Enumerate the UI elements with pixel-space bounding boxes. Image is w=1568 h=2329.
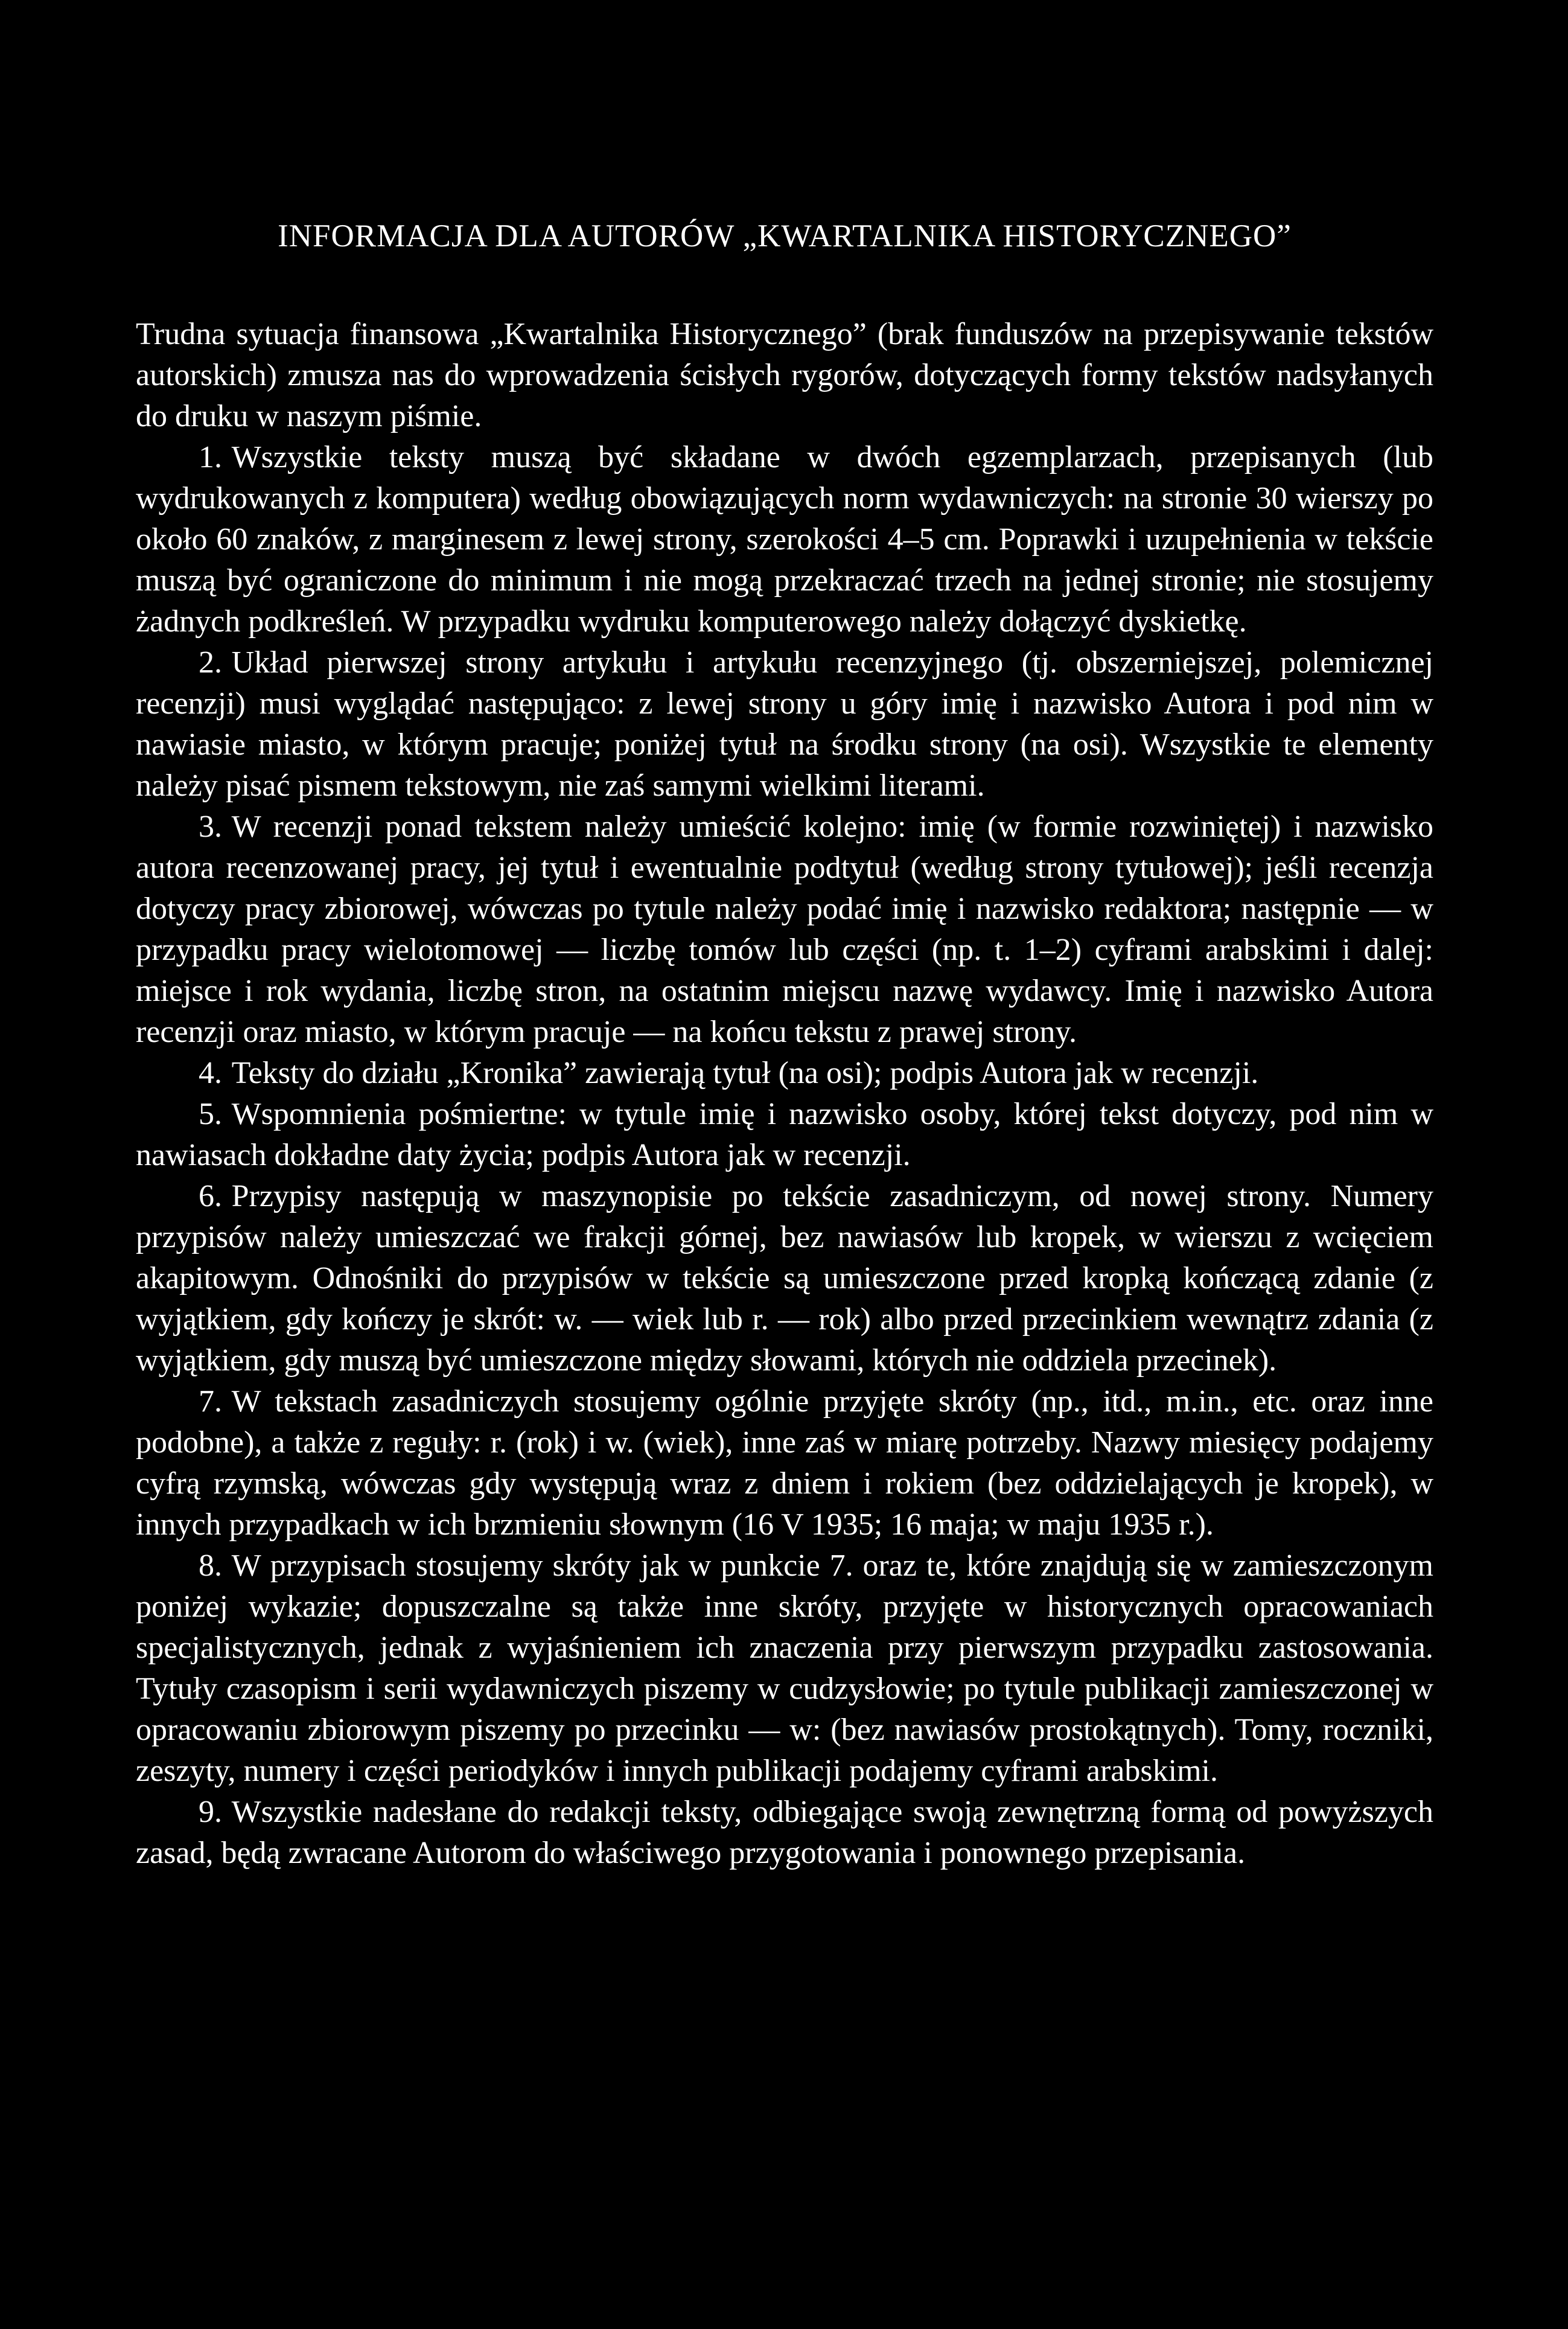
document-title: INFORMACJA DLA AUTORÓW „KWARTALNIKA HISTORYCZNEGO” [278, 219, 1292, 254]
rule-text: Wszystkie nadesłane do redakcji teksty, odbiegające swoją zewnętrzną formą od powyższych zasad, będą zwracane Autorom do właściwego przygotowania i ponownego przepisania. [136, 1794, 1433, 1870]
rule-number: 3. [199, 809, 222, 844]
rule-text: Teksty do działu „Kronika” zawierają tytuł (na osi); podpis Autora jak w recenzji. [231, 1055, 1259, 1090]
rule-number: 6. [199, 1178, 222, 1213]
rule-text: Wspomnienia pośmiertne: w tytule imię i nazwisko osoby, której tekst dotyczy, pod nim w nawiasach dokładne daty życia; podpis Autora jak w recenzji. [136, 1096, 1433, 1172]
rule-item-1 [136, 437, 1433, 642]
rule-number: 5. [199, 1096, 222, 1131]
rule-item-5 [136, 1094, 1433, 1176]
intro-paragraph: Trudna sytuacja finansowa „Kwartalnika Historycznego” (brak funduszów na przepisywanie tekstów autorskich) zmusza nas do wprowadzenia ścisłych rygorów, dotyczących formy tekstów nadsyłanych do druku w naszym piśmie. [136, 316, 1433, 433]
rule-item-4 [136, 1053, 1433, 1094]
rule-number: 2. [199, 645, 222, 680]
rule-item-7 [136, 1381, 1433, 1545]
document-page [136, 217, 1433, 1874]
rule-text: W tekstach zasadniczych stosujemy ogólnie przyjęte skróty (np., itd., m.in., etc. oraz inne podobne), a także z reguły: r. (rok) i w. (wiek), inne zaś w miarę potrzeby. Nazwy miesięcy podajemy cyfrą rzymską, wówczas gdy występują wraz z dniem i rokiem (bez oddzielających je kropek), w innych przypadkach w ich brzmieniu słownym (16 V 1935; 16 maja; w maju 1935 r.). [136, 1384, 1433, 1542]
rule-number: 1. [199, 439, 222, 474]
rule-number: 4. [199, 1055, 222, 1090]
rule-item-2 [136, 642, 1433, 807]
rule-text: Przypisy następują w maszynopisie po tekście zasadniczym, od nowej strony. Numery przypisów należy umieszczać we frakcji górnej, bez nawiasów lub kropek, w wierszu z wcięciem akapitowym. Odnośniki do przypisów w tekście są umieszczone przed kropką kończącą zdanie (z wyjątkiem, gdy kończy je skrót: w. — wiek lub r. — rok) albo przed przecinkiem wewnątrz zdania (z wyjątkiem, gdy muszą być umieszczone między słowami, których nie oddziela przecinek). [136, 1178, 1433, 1378]
rule-item-8 [136, 1545, 1433, 1792]
rule-number: 8. [199, 1548, 222, 1583]
rule-text: W przypisach stosujemy skróty jak w punkcie 7. oraz te, które znajdują się w zamieszczonym poniżej wykazie; dopuszczalne są także inne skróty, przyjęte w historycznych opracowaniach specjalistycznych, jednak z wyjaśnieniem ich znaczenia przy pierwszym przypadku zastosowania. Tytuły czasopism i serii wydawniczych piszemy w cudzysłowie; po tytule publikacji zamieszczonej w opracowaniu zbiorowym piszemy po przecinku — w: (bez nawiasów prostokątnych). Tomy, roczniki, zeszyty, numery i części periodyków i innych publikacji podajemy cyframi arabskimi. [136, 1548, 1433, 1788]
rule-text: W recenzji ponad tekstem należy umieścić kolejno: imię (w formie rozwiniętej) i nazwisko autora recenzowanej pracy, jej tytuł i ewentualnie podtytuł (według strony tytułowej); jeśli recenzja dotyczy pracy zbiorowej, wówczas po tytule należy podać imię i nazwisko redaktora; następnie — w przypadku pracy wielotomowej — liczbę tomów lub części (np. t. 1–2) cyframi arabskimi i dalej: miejsce i rok wydania, liczbę stron, na ostatnim miejscu nazwę wydawcy. Imię i nazwisko Autora recenzji oraz miasto, w którym pracuje — na końcu tekstu z prawej strony. [136, 809, 1433, 1049]
rule-number: 9. [199, 1794, 222, 1829]
rule-item-6 [136, 1176, 1433, 1381]
rule-text: Układ pierwszej strony artykułu i artykułu recenzyjnego (tj. obszerniejszej, polemicznej recenzji) musi wyglądać następująco: z lewej strony u góry imię i nazwisko Autora i pod nim w nawiasie miasto, w którym pracuje; poniżej tytuł na środku strony (na osi). Wszystkie te elementy należy pisać pismem tekstowym, nie zaś samymi wielkimi literami. [136, 645, 1433, 803]
rule-number: 7. [199, 1384, 222, 1419]
rule-text: Wszystkie teksty muszą być składane w dwóch egzemplarzach, przepisanych (lub wydrukowanych z komputera) według obowiązujących norm wydawniczych: na stronie 30 wierszy po około 60 znaków, z marginesem z lewej strony, szerokości 4–5 cm. Poprawki i uzupełnienia w tekście muszą być ograniczone do minimum i nie mogą przekraczać trzech na jednej stronie; nie stosujemy żadnych podkreśleń. W przypadku wydruku komputerowego należy dołączyć dyskietkę. [136, 439, 1433, 639]
rule-item-9 [136, 1792, 1433, 1874]
rule-item-3 [136, 807, 1433, 1053]
